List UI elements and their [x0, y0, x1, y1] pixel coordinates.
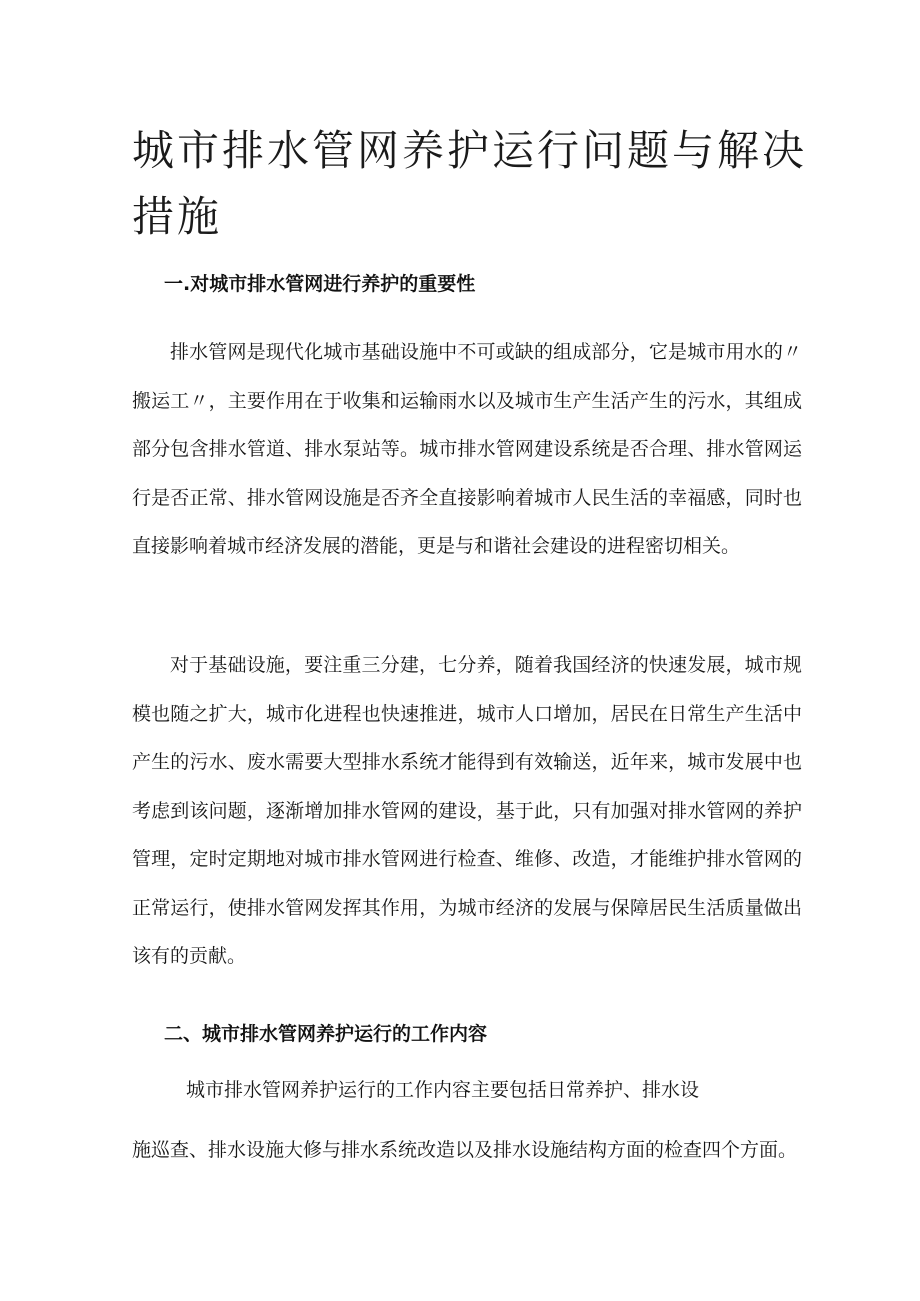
section-heading-1: 一.对城市排水管网进行养护的重要性 — [164, 273, 476, 295]
section-1-paragraph-2: 对于基础设施，要注重三分建，七分养，随着我国经济的快速发展，城市规模也随之扩大，城市化进程也快速推进，城市人口增加，居民在日常生产生活中产生的污水、废水需要大型排水系统才能得到有效输送，近年来，城市发展中也考虑到该问题，逐渐增加排水管网的建设，基于此，只有加强对排水管网的养护管理，定时定期地对城市排水管网进行检查、维修、改造，才能维护排水管网的正常运行，使排水管网发挥其作用，为城市经济的发展与保障居民生活质量做出该有的贡献。 — [132, 654, 802, 967]
section-2-paragraph-2: 施巡查、排水设施大修与排水系统改造以及排水设施结构方面的检查四个方面。 — [132, 1139, 798, 1161]
section-heading-2: 二、城市排水管网养护运行的工作内容 — [164, 1023, 488, 1045]
section-2-paragraph-1: 城市排水管网养护运行的工作内容主要包括日常养护、排水设 — [186, 1079, 700, 1101]
section-1-paragraph-1: 排水管网是现代化城市基础设施中不可或缺的组成部分，它是城市用水的〃搬运工〃，主要作用在于收集和运输雨水以及城市生产生活产生的污水，其组成部分包含排水管道、排水泵站等。城市排水管网建设系统是否合理、排水管网运行是否正常、排水管网设施是否齐全直接影响着城市人民生活的幸福感，同时也直接影响着城市经济发展的潜能，更是与和谐社会建设的进程密切相关。 — [132, 341, 802, 557]
document-title: 城市排水管网养护运行问题与解决措施 — [132, 126, 808, 241]
